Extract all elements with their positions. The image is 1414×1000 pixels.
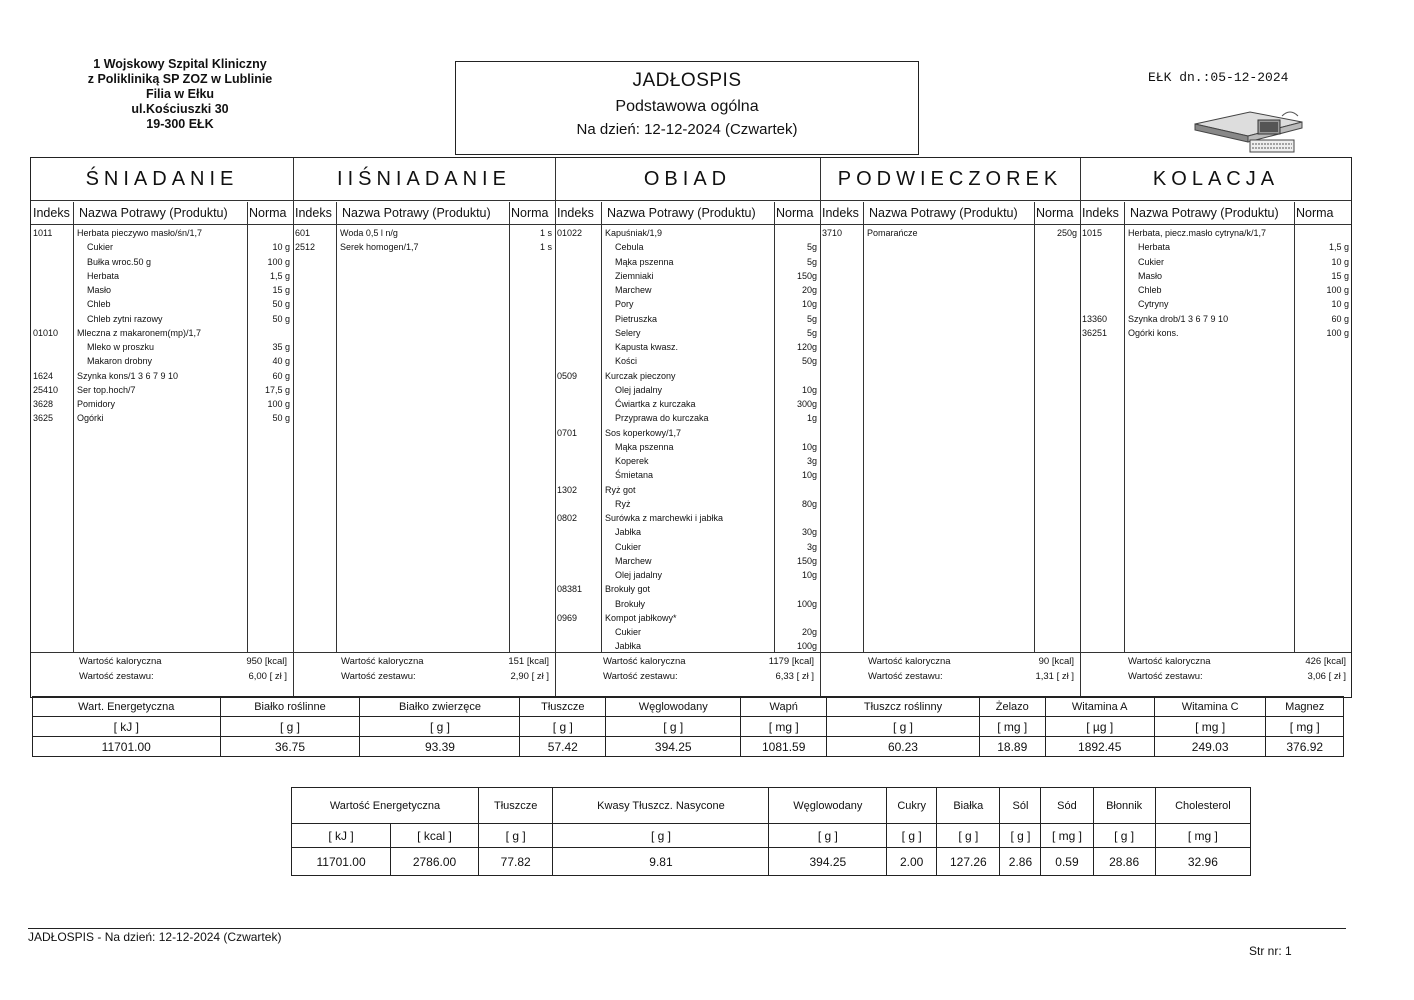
nutrient-header: Tłuszcz roślinny	[827, 697, 980, 717]
item-norm: 5g	[806, 313, 817, 324]
item-name: Ogórki	[77, 413, 104, 424]
item-name: Ser top.hoch/7	[77, 384, 136, 395]
set-cost-value: 1,31 [ zł ]	[1035, 671, 1074, 682]
item-name: Cukier	[87, 242, 114, 253]
item-name: Cukier	[615, 541, 642, 552]
meal-3	[820, 158, 1080, 697]
nutrient-header: Białko zwierzęce	[360, 697, 520, 717]
norm-column-line	[1294, 202, 1295, 652]
set-cost-label: Wartość zestawu:	[1128, 671, 1203, 682]
item-name: Chleb	[87, 299, 111, 310]
item-name: Bułka wroc.50 g	[87, 256, 152, 267]
summary-value: 2.86	[1000, 848, 1041, 876]
summary-unit: [ mg ]	[1041, 824, 1093, 848]
item-name: Ogórki kons.	[1128, 327, 1179, 338]
item-norm: 50 g	[272, 413, 290, 424]
column-index-header: Indeks	[33, 206, 70, 220]
item-norm: 150g	[796, 555, 817, 566]
item-name: Cytryny	[1138, 299, 1169, 310]
footer-divider	[28, 928, 1346, 929]
item-name: Kurczak pieczony	[605, 370, 676, 381]
nutrient-unit: [ mg ]	[1266, 717, 1344, 737]
item-norm: 3g	[806, 456, 817, 466]
nutrient-value: 394.25	[606, 737, 741, 757]
nutrient-unit: [ mg ]	[979, 717, 1045, 737]
summary-header: Sól	[1000, 788, 1041, 824]
nutrient-header: Witamina A	[1045, 697, 1154, 717]
column-index-header: Indeks	[557, 206, 594, 220]
summary-unit: [ kcal ]	[391, 824, 479, 848]
item-index: 1011	[33, 228, 53, 238]
calorific-value-label: Wartość kaloryczna	[868, 656, 951, 667]
item-name: Ryż got	[605, 484, 636, 495]
item-norm: 1 s	[539, 242, 552, 253]
nutrient-value: 249.03	[1154, 737, 1266, 757]
menu-table	[30, 157, 1352, 698]
item-norm: 10g	[801, 384, 817, 395]
item-name: Chleb zytni razowy	[87, 313, 163, 324]
item-norm: 10g	[801, 470, 817, 481]
footer-title: JADŁOSPIS - Na dzień: 12-12-2024 (Czwartek)	[28, 930, 282, 944]
item-norm: 100 g	[267, 399, 290, 409]
meal-separator	[555, 158, 556, 697]
index-column-line	[1124, 202, 1125, 652]
item-index: 601	[295, 228, 311, 238]
item-name: Brokuły	[615, 598, 646, 609]
calorific-value-label: Wartość kaloryczna	[603, 656, 686, 667]
item-name: Selery	[615, 327, 641, 338]
item-norm: 1,5 g	[1328, 242, 1349, 253]
item-name: Surówka z marchewki i jabłka	[605, 513, 724, 523]
item-name: Cebula	[615, 242, 644, 253]
item-norm: 10 g	[1331, 256, 1349, 267]
item-norm: 5g	[806, 242, 817, 253]
item-name: Herbata pieczywo masło/śn/1,7	[77, 228, 203, 238]
item-norm: 50 g	[272, 313, 290, 324]
menu-date: Na dzień: 12-12-2024 (Czwartek)	[576, 121, 798, 138]
calorific-value-label: Wartość kaloryczna	[1128, 656, 1211, 667]
item-norm: 120g	[796, 342, 817, 352]
item-name: Serek homogen/1,7	[340, 242, 419, 253]
nutrient-value-row	[33, 737, 1344, 757]
item-norm: 300g	[796, 399, 817, 409]
nutrient-header: Witamina C	[1154, 697, 1266, 717]
item-norm: 1 s	[539, 228, 552, 238]
nutrition-table-daily	[32, 696, 1344, 757]
calorific-value-label: Wartość kaloryczna	[79, 656, 162, 667]
item-name: Pietruszka	[615, 313, 658, 324]
index-column-line	[863, 202, 864, 652]
nutrient-value: 1892.45	[1045, 737, 1154, 757]
item-norm: 1g	[806, 413, 817, 424]
nutrient-value: 36.75	[220, 737, 360, 757]
item-name: Masło	[1138, 270, 1163, 281]
item-name: Pomarańcze	[867, 228, 918, 238]
item-index: 08381	[557, 584, 583, 595]
item-name: Makaron drobny	[87, 356, 153, 367]
item-name: Herbata, piecz.masło cytryna/k/1,7	[1128, 228, 1267, 238]
item-norm: 100 g	[1326, 327, 1349, 338]
nutrient-header: Węglowodany	[606, 697, 741, 717]
nutrient-unit: [ mg ]	[1154, 717, 1266, 737]
calorific-value: 426 [kcal]	[1305, 656, 1346, 667]
item-name: Cukier	[1138, 256, 1165, 267]
item-norm: 80g	[801, 498, 817, 509]
summary-unit: [ g ]	[1093, 824, 1155, 848]
hospital-line: ul.Kościuszki 30	[131, 102, 229, 116]
item-index: 1015	[1082, 228, 1103, 238]
item-name: Marchew	[615, 285, 652, 295]
item-name: Woda 0,5 l n/g	[340, 228, 398, 238]
item-name: Jabłka	[615, 527, 642, 538]
item-norm: 15 g	[1331, 270, 1349, 281]
item-index: 3628	[33, 399, 54, 409]
nutrient-unit: [ µg ]	[1045, 717, 1154, 737]
nutrient-value: 93.39	[360, 737, 520, 757]
nutrient-value: 1081.59	[741, 737, 827, 757]
item-norm: 50 g	[272, 299, 290, 310]
summary-value: 32.96	[1155, 848, 1250, 876]
norm-column-line	[774, 202, 775, 652]
item-index: 36251	[1082, 327, 1108, 338]
item-index: 01022	[557, 228, 583, 238]
calorific-value: 90 [kcal]	[1038, 656, 1074, 667]
nutrient-value: 60.23	[827, 737, 980, 757]
item-norm: 17,5 g	[264, 384, 290, 395]
item-name: Masło	[87, 285, 112, 295]
meal-separator	[1080, 158, 1081, 697]
nutrient-unit-row	[33, 717, 1344, 737]
item-norm: 60 g	[272, 370, 290, 381]
column-name-header: Nazwa Potrawy (Produktu)	[869, 206, 1018, 220]
item-index: 2512	[295, 242, 316, 253]
item-norm: 100 g	[1326, 285, 1349, 295]
nutrient-header: Wapń	[741, 697, 827, 717]
nutrient-unit: [ mg ]	[741, 717, 827, 737]
summary-header: Kwasy Tłuszcz. Nasycone	[553, 788, 769, 824]
summary-unit: [ g ]	[553, 824, 769, 848]
summary-header-row	[292, 788, 1251, 824]
item-index: 1302	[557, 484, 578, 495]
index-column-line	[336, 202, 337, 652]
nutrient-unit: [ g ]	[220, 717, 360, 737]
item-norm: 1,5 g	[269, 270, 290, 281]
summary-value: 28.86	[1093, 848, 1155, 876]
nutrition-table-summary	[291, 787, 1251, 876]
item-norm: 150g	[796, 270, 817, 281]
norm-column-line	[1034, 202, 1035, 652]
item-name: Herbata	[1138, 242, 1171, 253]
summary-unit: [ g ]	[887, 824, 937, 848]
item-index: 3625	[33, 413, 54, 424]
meal-title: ŚNIADANIE	[85, 168, 239, 190]
summary-value: 127.26	[937, 848, 1000, 876]
summary-unit: [ g ]	[478, 824, 553, 848]
summary-header: Węglowodany	[769, 788, 887, 824]
summary-unit-row	[292, 824, 1251, 848]
meal-title: KOLACJA	[1152, 168, 1280, 190]
item-name: Mleczna z makaronem(mp)/1,7	[77, 327, 202, 338]
summary-unit: [ g ]	[937, 824, 1000, 848]
meal-separator	[293, 158, 294, 697]
column-norm-header: Norma	[1296, 206, 1334, 220]
item-name: Kapusta kwasz.	[615, 342, 679, 352]
meal-separator	[820, 158, 821, 697]
summary-header: Tłuszcze	[478, 788, 553, 824]
set-cost-label: Wartość zestawu:	[603, 671, 678, 682]
item-name: Ziemniaki	[615, 270, 654, 281]
column-norm-header: Norma	[776, 206, 814, 220]
title-box	[455, 61, 919, 155]
item-norm: 100g	[796, 641, 817, 652]
nutrient-unit: [ g ]	[827, 717, 980, 737]
column-norm-header: Norma	[249, 206, 287, 220]
summary-value: 2786.00	[391, 848, 479, 876]
item-name: Mąka pszenna	[615, 256, 674, 267]
item-norm: 40 g	[272, 356, 290, 367]
item-index: 1624	[33, 370, 54, 381]
nutrient-value: 57.42	[520, 737, 606, 757]
nutrient-header: Magnez	[1266, 697, 1344, 717]
laptop-icon	[1190, 102, 1310, 157]
item-index: 0509	[557, 370, 578, 381]
item-norm: 15 g	[272, 285, 290, 295]
item-norm: 250g	[1056, 228, 1077, 238]
summary-value: 2.00	[887, 848, 937, 876]
page-title: JADŁOSPIS	[632, 70, 742, 91]
summary-unit: [ kJ ]	[292, 824, 391, 848]
column-name-header: Nazwa Potrawy (Produktu)	[1130, 206, 1279, 220]
calorific-value-label: Wartość kaloryczna	[341, 656, 424, 667]
calorific-value: 950 [kcal]	[246, 656, 287, 667]
item-name: Pomidory	[77, 399, 116, 409]
item-norm: 10 g	[272, 242, 290, 253]
item-name: Kapuśniak/1,9	[605, 228, 663, 238]
item-index: 0969	[557, 612, 578, 623]
calorific-value: 151 [kcal]	[508, 656, 549, 667]
column-index-header: Indeks	[295, 206, 332, 220]
summary-unit: [ mg ]	[1155, 824, 1250, 848]
item-norm: 10g	[801, 441, 817, 452]
norm-column-line	[509, 202, 510, 652]
item-norm: 20g	[801, 285, 817, 295]
set-cost-label: Wartość zestawu:	[868, 671, 943, 682]
summary-value-row	[292, 848, 1251, 876]
item-norm: 3g	[806, 541, 817, 552]
page-number: Str nr: 1	[1249, 944, 1292, 958]
set-cost-label: Wartość zestawu:	[79, 671, 154, 682]
item-name: Koperek	[615, 456, 649, 466]
item-norm: 5g	[806, 256, 817, 267]
column-index-header: Indeks	[1082, 206, 1119, 220]
item-name: Mąka pszenna	[615, 441, 674, 452]
item-name: Olej jadalny	[615, 570, 663, 580]
issue-date: EŁK dn.:05-12-2024	[1148, 70, 1289, 85]
set-cost-value: 3,06 [ zł ]	[1307, 671, 1346, 682]
set-cost-label: Wartość zestawu:	[341, 671, 416, 682]
summary-unit: [ g ]	[1000, 824, 1041, 848]
item-name: Pory	[615, 299, 634, 310]
item-norm: 35 g	[272, 342, 290, 352]
hospital-line: Filia w Ełku	[145, 87, 215, 101]
nutrient-value: 376.92	[1266, 737, 1344, 757]
meal-title: PODWIECZOREK	[837, 168, 1063, 190]
nutrient-unit: [ kJ ]	[33, 717, 221, 737]
nutrient-unit: [ g ]	[360, 717, 520, 737]
item-name: Kości	[615, 356, 638, 367]
nutrient-unit: [ g ]	[606, 717, 741, 737]
item-index: 25410	[33, 384, 59, 395]
item-norm: 100g	[796, 598, 817, 609]
nutrient-header: Żelazo	[979, 697, 1045, 717]
nutrient-value: 18.89	[979, 737, 1045, 757]
summary-unit: [ g ]	[769, 824, 887, 848]
meal-2	[555, 158, 820, 697]
item-norm: 5g	[806, 327, 817, 338]
nutrient-header: Tłuszcze	[520, 697, 606, 717]
summary-value: 9.81	[553, 848, 769, 876]
item-name: Brokuły got	[605, 584, 651, 595]
meal-title: IIŚNIADANIE	[337, 168, 511, 190]
energy-header: Wartość Energetyczna	[292, 788, 479, 824]
item-name: Ryż	[615, 498, 631, 509]
meal-title: OBIAD	[643, 168, 732, 190]
item-norm: 10g	[801, 299, 817, 310]
column-name-header: Nazwa Potrawy (Produktu)	[79, 206, 228, 220]
item-index: 13360	[1082, 313, 1108, 324]
item-name: Śmietana	[615, 470, 654, 481]
item-name: Herbata	[87, 270, 120, 281]
item-index: 3710	[822, 228, 843, 238]
diet-type: Podstawowa ogólna	[615, 98, 759, 115]
item-name: Jabłka	[615, 641, 642, 652]
item-name: Kompot jabłkowy*	[605, 612, 677, 623]
item-norm: 100 g	[267, 256, 290, 267]
summary-value: 11701.00	[292, 848, 391, 876]
hospital-line: 19-300 EŁK	[146, 117, 214, 131]
item-norm: 50g	[801, 356, 817, 367]
column-name-header: Nazwa Potrawy (Produktu)	[607, 206, 756, 220]
column-index-header: Indeks	[822, 206, 859, 220]
meal-1	[293, 158, 555, 697]
summary-value: 77.82	[478, 848, 553, 876]
set-cost-value: 6,33 [ zł ]	[775, 671, 814, 682]
set-cost-value: 6,00 [ zł ]	[248, 671, 287, 682]
norm-column-line	[247, 202, 248, 652]
item-name: Marchew	[615, 555, 652, 566]
hospital-address	[60, 57, 300, 132]
item-name: Cukier	[615, 627, 642, 637]
item-norm: 10g	[801, 570, 817, 580]
summary-header: Białka	[937, 788, 1000, 824]
column-norm-header: Norma	[511, 206, 549, 220]
column-name-header: Nazwa Potrawy (Produktu)	[342, 206, 491, 220]
item-name: Olej jadalny	[615, 384, 663, 395]
nutrient-header: Białko roślinne	[220, 697, 360, 717]
item-norm: 60 g	[1331, 313, 1349, 324]
summary-header: Błonnik	[1093, 788, 1155, 824]
nutrient-unit: [ g ]	[520, 717, 606, 737]
item-name: Szynka kons/1 3 6 7 9 10	[77, 370, 179, 381]
item-name: Mleko w proszku	[87, 342, 155, 352]
item-index: 0701	[557, 427, 578, 438]
item-name: Chleb	[1138, 285, 1162, 295]
meal-4	[1080, 158, 1352, 697]
nutrient-value: 11701.00	[33, 737, 221, 757]
item-norm: 20g	[801, 627, 817, 637]
item-norm: 10 g	[1331, 299, 1349, 310]
set-cost-value: 2,90 [ zł ]	[510, 671, 549, 682]
summary-header: Cukry	[887, 788, 937, 824]
nutrient-header: Wart. Energetyczna	[33, 697, 221, 717]
item-index: 0802	[557, 513, 578, 523]
column-norm-header: Norma	[1036, 206, 1074, 220]
nutrient-header-row	[33, 697, 1344, 717]
index-column-line	[601, 202, 602, 652]
item-name: Sos koperkowy/1,7	[605, 427, 682, 438]
summary-value: 0.59	[1041, 848, 1093, 876]
summary-value: 394.25	[769, 848, 887, 876]
meal-0	[31, 158, 293, 697]
item-norm: 30g	[801, 527, 817, 538]
summary-header: Sód	[1041, 788, 1093, 824]
item-name: Ćwiartka z kurczaka	[615, 399, 696, 409]
summary-header: Cholesterol	[1155, 788, 1250, 824]
item-name: Przyprawa do kurczaka	[615, 413, 709, 424]
hospital-line: z Polikliniką SP ZOZ w Lublinie	[87, 72, 273, 86]
calorific-value: 1179 [kcal]	[768, 656, 814, 667]
hospital-line: 1 Wojskowy Szpital Kliniczny	[93, 57, 267, 71]
index-column-line	[73, 202, 74, 652]
item-index: 01010	[33, 327, 59, 338]
item-name: Szynka drob/1 3 6 7 9 10	[1128, 313, 1229, 324]
